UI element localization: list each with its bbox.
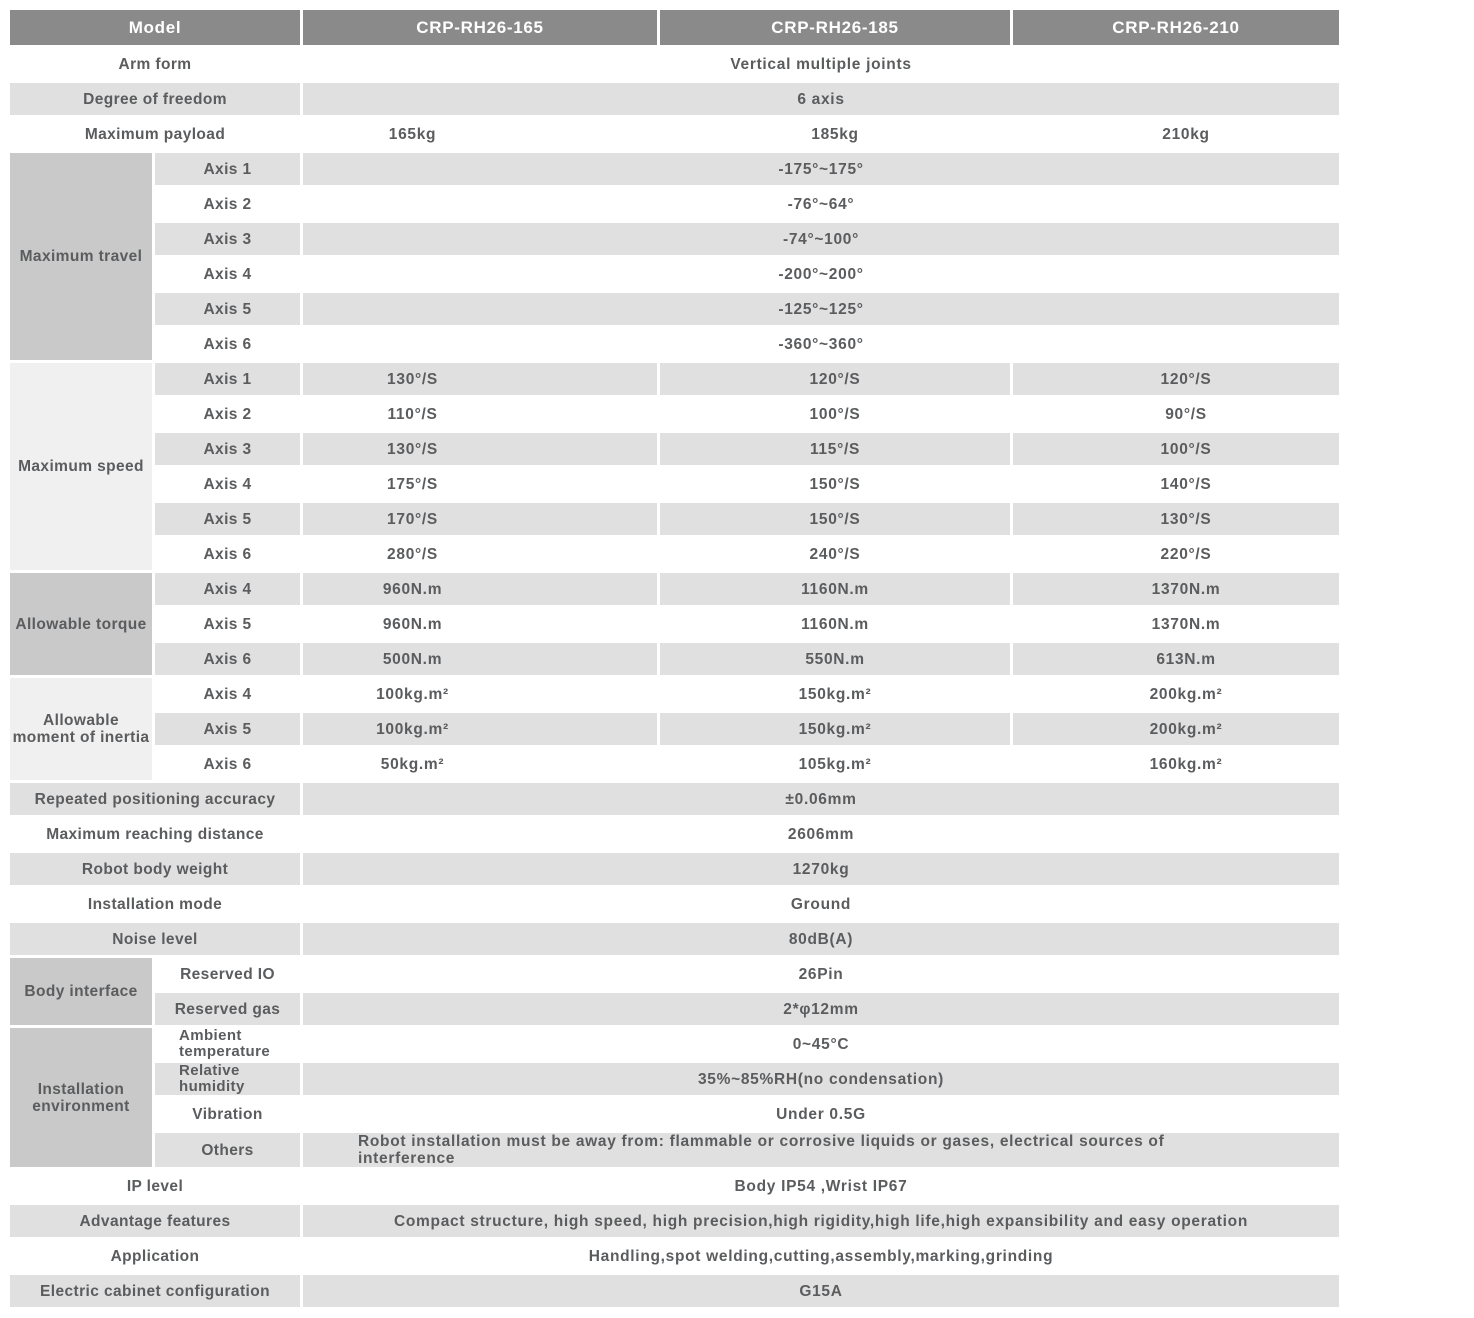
travel-axis-3-label: Axis 3 [155, 223, 300, 255]
dof-label: Degree of freedom [10, 83, 300, 115]
speed-axis-5-value-210: 130°/S [1013, 503, 1339, 535]
advantage-features-label: Advantage features [10, 1205, 300, 1237]
dof-value: 6 axis [303, 83, 1339, 115]
travel-axis-2-row [155, 188, 1339, 220]
electric-cabinet-value: G15A [303, 1275, 1339, 1307]
section-installation-environment [10, 1028, 1339, 1167]
row-maximum-payload [10, 118, 1339, 150]
speed-axis-1-label: Axis 1 [155, 363, 300, 395]
torque-axis-5-value-210: 1370N.m [1013, 608, 1339, 640]
torque-axis-5-value-185: 1160N.m [660, 608, 1010, 640]
travel-axis-3-row [155, 223, 1339, 255]
speed-axis-4-label: Axis 4 [155, 468, 300, 500]
header-model-185: CRP-RH26-185 [660, 10, 1010, 45]
speed-axis-6-value-185: 240°/S [660, 538, 1010, 570]
inertia-axis-5-value-185: 150kg.m² [660, 713, 1010, 745]
weight-value: 1270kg [303, 853, 1339, 885]
inertia-axis-6-value-210: 160kg.m² [1013, 748, 1339, 780]
torque-axis-4-value-165: 960N.m [303, 573, 657, 605]
speed-axis-3-value-185: 115°/S [660, 433, 1010, 465]
travel-axis-6-row [155, 328, 1339, 360]
speed-axis-3-label: Axis 3 [155, 433, 300, 465]
inertia-axis-5-row [155, 713, 1339, 745]
row-ip-level [10, 1170, 1339, 1202]
torque-axis-5-row [155, 608, 1339, 640]
travel-axis-2-label: Axis 2 [155, 188, 300, 220]
install-mode-value: Ground [303, 888, 1339, 920]
speed-axis-6-row [155, 538, 1339, 570]
travel-axis-5-value: -125°~125° [303, 293, 1339, 325]
ip-level-label: IP level [10, 1170, 300, 1202]
inertia-axis-6-value-165: 50kg.m² [303, 748, 657, 780]
torque-axis-6-label: Axis 6 [155, 643, 300, 675]
torque-axis-4-row [155, 573, 1339, 605]
row-noise-level [10, 923, 1339, 955]
inertia-axis-6-label: Axis 6 [155, 748, 300, 780]
speed-axis-6-value-210: 220°/S [1013, 538, 1339, 570]
row-robot-body-weight [10, 853, 1339, 885]
row-repeated-positioning-accuracy [10, 783, 1339, 815]
vibration-label: Vibration [155, 1098, 300, 1130]
speed-axis-1-value-185: 120°/S [660, 363, 1010, 395]
inertia-axis-4-value-185: 150kg.m² [660, 678, 1010, 710]
speed-axis-4-value-210: 140°/S [1013, 468, 1339, 500]
travel-axis-6-label: Axis 6 [155, 328, 300, 360]
speed-axis-6-value-165: 280°/S [303, 538, 657, 570]
maximum-travel-label: Maximum travel [10, 153, 152, 360]
travel-axis-4-label: Axis 4 [155, 258, 300, 290]
inertia-axis-4-value-165: 100kg.m² [303, 678, 657, 710]
others-value: Robot installation must be away from: flammable or corrosive liquids or gases, electrical sources of interference [303, 1133, 1339, 1167]
travel-axis-5-row [155, 293, 1339, 325]
speed-axis-2-value-165: 110°/S [303, 398, 657, 430]
inertia-axis-5-value-165: 100kg.m² [303, 713, 657, 745]
relative-humidity-value: 35%~85%RH(no condensation) [303, 1063, 1339, 1095]
inertia-axis-5-value-210: 200kg.m² [1013, 713, 1339, 745]
reserved-gas-label: Reserved gas [155, 993, 300, 1025]
speed-axis-1-value-165: 130°/S [303, 363, 657, 395]
speed-axis-3-value-210: 100°/S [1013, 433, 1339, 465]
ambient-temperature-label: Ambient temperature [155, 1028, 300, 1060]
torque-axis-4-label: Axis 4 [155, 573, 300, 605]
payload-label: Maximum payload [10, 118, 300, 150]
header-model-165: CRP-RH26-165 [303, 10, 657, 45]
speed-axis-1-value-210: 120°/S [1013, 363, 1339, 395]
speed-axis-1-row [155, 363, 1339, 395]
row-advantage-features [10, 1205, 1339, 1237]
section-allowable-torque [10, 573, 1339, 675]
application-label: Application [10, 1240, 300, 1272]
header-model-label: Model [10, 10, 300, 45]
travel-axis-1-row [155, 153, 1339, 185]
travel-axis-2-value: -76°~64° [303, 188, 1339, 220]
row-application [10, 1240, 1339, 1272]
reach-label: Maximum reaching distance [10, 818, 300, 850]
speed-axis-3-value-165: 130°/S [303, 433, 657, 465]
vibration-row [155, 1098, 1339, 1130]
advantage-features-value: Compact structure, high speed, high precision,high rigidity,high life,high expansibility and easy operation [303, 1205, 1339, 1237]
ambient-temperature-row [155, 1028, 1339, 1060]
section-maximum-travel [10, 153, 1339, 360]
speed-axis-4-value-185: 150°/S [660, 468, 1010, 500]
travel-axis-3-value: -74°~100° [303, 223, 1339, 255]
arm-form-value: Vertical multiple joints [303, 48, 1339, 80]
section-allowable-moment-of-inertia [10, 678, 1339, 780]
torque-axis-6-value-165: 500N.m [303, 643, 657, 675]
ip-level-value: Body IP54 ,Wrist IP67 [303, 1170, 1339, 1202]
reserved-gas-value: 2*φ12mm [303, 993, 1339, 1025]
reserved-io-value: 26Pin [303, 958, 1339, 990]
speed-axis-4-row [155, 468, 1339, 500]
inertia-axis-4-value-210: 200kg.m² [1013, 678, 1339, 710]
row-arm-form [10, 48, 1339, 80]
speed-axis-2-row [155, 398, 1339, 430]
speed-axis-6-label: Axis 6 [155, 538, 300, 570]
speed-axis-4-value-165: 175°/S [303, 468, 657, 500]
speed-axis-2-value-185: 100°/S [660, 398, 1010, 430]
maximum-speed-label: Maximum speed [10, 363, 152, 570]
travel-axis-6-value: -360°~360° [303, 328, 1339, 360]
torque-axis-6-value-210: 613N.m [1013, 643, 1339, 675]
speed-axis-5-value-165: 170°/S [303, 503, 657, 535]
row-installation-mode [10, 888, 1339, 920]
body-interface-label: Body interface [10, 958, 152, 1025]
weight-label: Robot body weight [10, 853, 300, 885]
travel-axis-5-label: Axis 5 [155, 293, 300, 325]
inertia-axis-6-row [155, 748, 1339, 780]
torque-axis-6-value-185: 550N.m [660, 643, 1010, 675]
section-body-interface [10, 958, 1339, 1025]
torque-axis-5-value-165: 960N.m [303, 608, 657, 640]
section-maximum-speed [10, 363, 1339, 570]
reserved-gas-row [155, 993, 1339, 1025]
header-model-210: CRP-RH26-210 [1013, 10, 1339, 45]
reach-value: 2606mm [303, 818, 1339, 850]
speed-axis-3-row [155, 433, 1339, 465]
reserved-io-label: Reserved IO [155, 958, 300, 990]
payload-value-165: 165kg [303, 118, 657, 150]
speed-axis-5-row [155, 503, 1339, 535]
travel-axis-4-row [155, 258, 1339, 290]
torque-axis-4-value-185: 1160N.m [660, 573, 1010, 605]
inertia-axis-4-label: Axis 4 [155, 678, 300, 710]
vibration-value: Under 0.5G [303, 1098, 1339, 1130]
install-mode-label: Installation mode [10, 888, 300, 920]
torque-axis-5-label: Axis 5 [155, 608, 300, 640]
arm-form-label: Arm form [10, 48, 300, 80]
others-label: Others [155, 1133, 300, 1167]
speed-axis-5-label: Axis 5 [155, 503, 300, 535]
payload-value-185: 185kg [660, 118, 1010, 150]
relative-humidity-label: Relative humidity [155, 1063, 300, 1095]
travel-axis-1-value: -175°~175° [303, 153, 1339, 185]
application-value: Handling,spot welding,cutting,assembly,marking,grinding [303, 1240, 1339, 1272]
electric-cabinet-label: Electric cabinet configuration [10, 1275, 300, 1307]
accuracy-label: Repeated positioning accuracy [10, 783, 300, 815]
speed-axis-2-value-210: 90°/S [1013, 398, 1339, 430]
torque-axis-4-value-210: 1370N.m [1013, 573, 1339, 605]
allowable-torque-label: Allowable torque [10, 573, 152, 675]
relative-humidity-row [155, 1063, 1339, 1095]
travel-axis-4-value: -200°~200° [303, 258, 1339, 290]
speed-axis-5-value-185: 150°/S [660, 503, 1010, 535]
row-maximum-reaching-distance [10, 818, 1339, 850]
travel-axis-1-label: Axis 1 [155, 153, 300, 185]
accuracy-value: ±0.06mm [303, 783, 1339, 815]
others-row [155, 1133, 1339, 1167]
allowable-moment-of-inertia-label: Allowable moment of inertia [10, 678, 152, 780]
row-electric-cabinet-configuration [10, 1275, 1339, 1307]
noise-label: Noise level [10, 923, 300, 955]
row-degree-of-freedom [10, 83, 1339, 115]
payload-value-210: 210kg [1013, 118, 1339, 150]
installation-environment-label: Installation environment [10, 1028, 152, 1167]
speed-axis-2-label: Axis 2 [155, 398, 300, 430]
inertia-axis-6-value-185: 105kg.m² [660, 748, 1010, 780]
inertia-axis-5-label: Axis 5 [155, 713, 300, 745]
robot-spec-table [10, 10, 1339, 1307]
header-row [10, 10, 1339, 45]
inertia-axis-4-row [155, 678, 1339, 710]
torque-axis-6-row [155, 643, 1339, 675]
noise-value: 80dB(A) [303, 923, 1339, 955]
reserved-io-row [155, 958, 1339, 990]
ambient-temperature-value: 0~45°C [303, 1028, 1339, 1060]
